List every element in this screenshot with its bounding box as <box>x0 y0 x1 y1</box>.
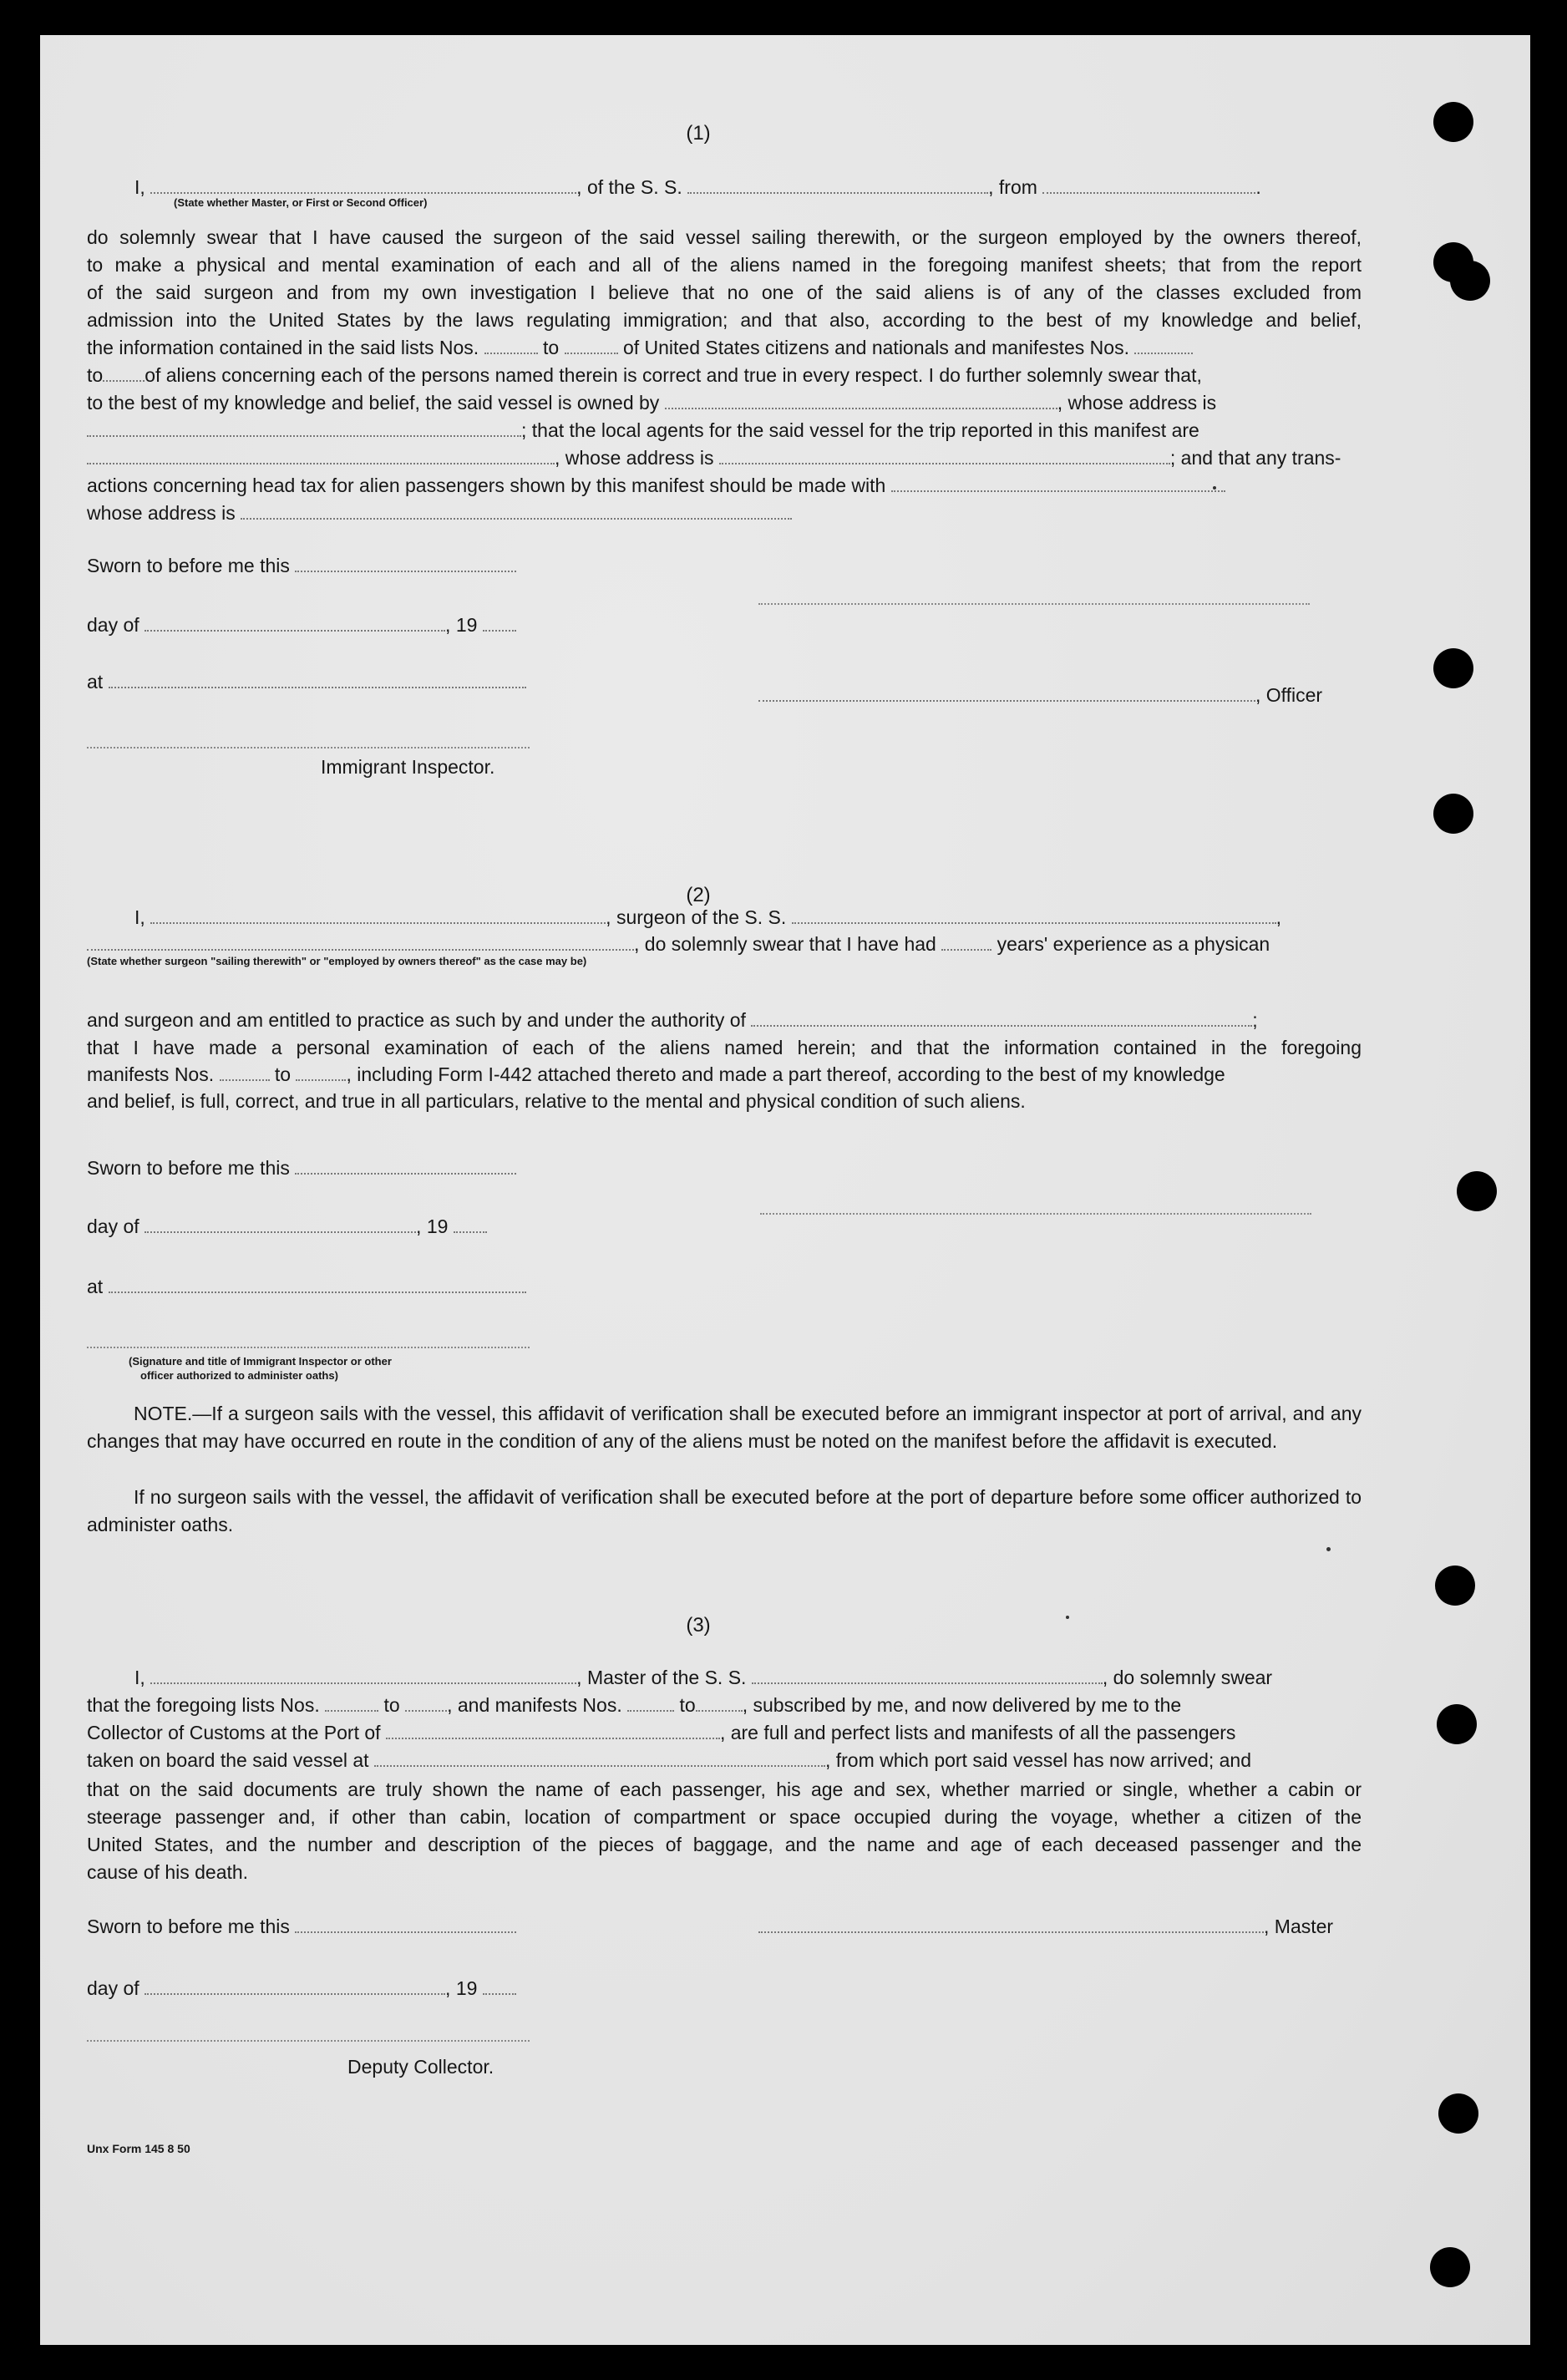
s3-lists-label: that the foregoing lists Nos. <box>87 1694 320 1716</box>
s3-taken-label: taken on board the said vessel at <box>87 1749 369 1771</box>
s3-master-sign-field[interactable] <box>758 1916 1264 1933</box>
s3-to-label-2: to <box>679 1694 696 1716</box>
s3-arrived-text: , from which port said vessel has now arrived; and <box>824 1749 1252 1771</box>
s3-departure-port-field[interactable] <box>374 1750 825 1767</box>
s1-inspector-label: Immigrant Inspector. <box>321 756 495 778</box>
s2-signature-note-2: officer authorized to administer oaths) <box>140 1369 338 1382</box>
s1-paragraph <box>87 224 1362 334</box>
s1-para-line-2: to make a physical and mental examination of each and all of the aliens named in the foregoing manifest sheets; that from the report <box>87 254 1362 276</box>
s3-vessel-field[interactable] <box>752 1667 1103 1684</box>
s3-swear-label: , do solemnly swear <box>1102 1667 1273 1688</box>
s1-sworn-field[interactable] <box>295 556 516 572</box>
s2-year-label: , 19 <box>416 1215 449 1237</box>
s3-port-label: Collector of Customs at the Port of <box>87 1722 381 1743</box>
s3-master-sign-line <box>758 1915 1333 1938</box>
s2-comma: , <box>1275 906 1282 928</box>
s1-owner-address-field[interactable] <box>87 420 521 437</box>
s1-agents-text: ; that the local agents for the said vessel for the trip reported in this manifest are <box>521 419 1199 441</box>
s1-vessel-name-field[interactable] <box>687 177 988 194</box>
s3-manifest-to-field[interactable] <box>696 1695 743 1712</box>
s1-to-label: to <box>542 337 560 358</box>
s3-lists-line <box>87 1693 1181 1717</box>
s1-period: . <box>1255 176 1261 198</box>
s2-at-field[interactable] <box>109 1276 526 1293</box>
s3-list-to-field[interactable] <box>405 1695 447 1712</box>
s1-lists-label: the information contained in the said lists Nos. <box>87 337 479 358</box>
s1-day-field[interactable] <box>145 615 445 632</box>
s2-surgeon-line <box>134 906 1281 929</box>
s3-deputy-label: Deputy Collector. <box>347 2056 494 2078</box>
s1-to-label-2: to <box>87 364 104 386</box>
s3-to-label: to <box>383 1694 400 1716</box>
s2-experience-line <box>87 932 1270 956</box>
s1-sworn-line <box>87 554 516 577</box>
s1-list-from-field[interactable] <box>484 337 538 354</box>
s2-vessel-field[interactable] <box>792 907 1276 924</box>
s3-day-of-label: day of <box>87 1977 139 1999</box>
s2-sworn-field[interactable] <box>295 1158 516 1175</box>
s2-day-of-label: day of <box>87 1215 139 1237</box>
s3-port-field[interactable] <box>386 1723 720 1739</box>
s1-whose-address-label: whose address is <box>87 502 236 524</box>
s2-manifests-line <box>87 1063 1225 1086</box>
s2-at-label: at <box>87 1276 104 1297</box>
s2-surgeon-note: (State whether surgeon "sailing therewith" or "employed by owners thereof" as the case may be) <box>87 955 587 967</box>
s2-to-label: to <box>274 1063 292 1085</box>
punch-hole <box>1438 2093 1478 2134</box>
s3-manifests-label: , and manifests Nos. <box>447 1694 622 1716</box>
s2-day-field[interactable] <box>145 1216 416 1233</box>
s1-manifests-label: of United States citizens and nationals and manifestes Nos. <box>622 337 1129 358</box>
punch-hole <box>1430 2247 1470 2287</box>
s3-subscribed-text: , subscribed by me, and now delivered by me to the <box>742 1694 1182 1716</box>
s2-note-paragraph-2: If no surgeon sails with the vessel, the affidavit of verification shall be executed before at the port of departure before some officer authorized to administer oaths. <box>87 1486 1362 1535</box>
s1-aliens-line <box>87 363 1202 387</box>
section-2-heading: (2) <box>686 884 711 906</box>
s1-of-ss-label: , of the S. S. <box>576 176 682 198</box>
s3-para-line-3: United States, and the number and description of the pieces of baggage, and the name and age of each deceased passenger and the <box>87 1834 1362 1855</box>
s3-list-from-field[interactable] <box>325 1695 378 1712</box>
s3-paragraph <box>87 1776 1362 1886</box>
s1-whose-address-line <box>87 501 792 525</box>
s1-at-field[interactable] <box>109 672 526 688</box>
s3-year-label: , 19 <box>445 1977 478 1999</box>
s2-swear-label: , do solemnly swear that I have had <box>634 933 936 955</box>
s2-surgeon-label: , surgeon of the S. S. <box>606 906 787 928</box>
s2-manifests-label: manifests Nos. <box>87 1063 215 1085</box>
s1-officer-name-field[interactable] <box>150 177 576 194</box>
s1-head-tax-line <box>87 474 1225 497</box>
s1-signature-line[interactable] <box>758 603 1310 605</box>
s3-para-line-1: that on the said documents are truly shown the name of each passenger, his age and sex, whether married or single, whether a cabin or <box>87 1779 1362 1800</box>
s2-inspector-sign-line[interactable] <box>87 1347 530 1348</box>
s3-day-field[interactable] <box>145 1978 445 1995</box>
s2-form-text: , including Form I-442 attached thereto and made a part thereof, according to the best of my knowledge <box>346 1063 1225 1085</box>
s3-i-label: I, <box>134 1667 145 1688</box>
section-3-heading: (3) <box>686 1614 711 1637</box>
s1-day-line <box>87 613 516 637</box>
s1-i-label: I, <box>134 176 145 198</box>
s1-owner-label: to the best of my knowledge and belief, the said vessel is owned by <box>87 392 660 414</box>
s2-manifest-from-field[interactable] <box>220 1064 270 1081</box>
s3-day-line <box>87 1977 516 2000</box>
s3-lists-complete-text: , are full and perfect lists and manifests of all the passengers <box>719 1722 1236 1743</box>
s1-list-to-field[interactable] <box>565 337 618 354</box>
section-1-heading: (1) <box>686 122 711 145</box>
form-number-label: Unx Form 145 8 50 <box>87 2142 190 2155</box>
punch-hole <box>1433 102 1473 142</box>
s2-examination-text <box>87 1034 1362 1062</box>
s2-years-label: years' experience as a physican <box>996 933 1270 955</box>
s3-para-line-4: cause of his death. <box>87 1861 249 1883</box>
s1-agents-line <box>87 419 1199 442</box>
s2-years-field[interactable] <box>941 934 991 951</box>
s2-examination-line: that I have made a personal examination of each of the aliens named herein; and that the information contained in the foregoing <box>87 1037 1362 1058</box>
s1-head-tax-text: actions concerning head tax for alien passengers shown by this manifest should be made with <box>87 474 886 496</box>
s1-agent-address-line <box>87 446 1341 469</box>
s1-lists-line <box>87 336 1193 359</box>
s2-authority-line <box>87 1008 1258 1032</box>
s2-manifest-to-field[interactable] <box>296 1064 346 1081</box>
s1-manifest-to-field[interactable] <box>103 365 145 382</box>
s1-sworn-label: Sworn to before me this <box>87 555 290 576</box>
s3-sworn-field[interactable] <box>295 1916 516 1933</box>
s3-year-field[interactable] <box>483 1978 516 1995</box>
s3-port-line <box>87 1721 1235 1744</box>
s1-agent-address-field[interactable] <box>719 448 1170 464</box>
s1-officer-note: (State whether Master, or First or Second Officer) <box>174 196 428 209</box>
s3-taken-line <box>87 1748 1251 1772</box>
s1-at-label: at <box>87 671 104 693</box>
s3-para-line-2: steerage passenger and, if other than cabin, location of compartment or space occupied during the voyage, whether a citizen of the <box>87 1806 1362 1828</box>
s2-at-line <box>87 1275 526 1298</box>
s2-day-line <box>87 1215 487 1238</box>
s3-sworn-label: Sworn to before me this <box>87 1916 290 1937</box>
s1-agents-field[interactable] <box>87 448 555 464</box>
ink-speck <box>1066 1616 1069 1619</box>
punch-hole <box>1435 1566 1475 1606</box>
s3-manifest-from-field[interactable] <box>627 1695 674 1712</box>
s1-officer-sign-field[interactable] <box>758 685 1255 702</box>
s2-authority-text: and surgeon and am entitled to practice as such by and under the authority of <box>87 1009 746 1031</box>
s1-officer-label: , Officer <box>1255 684 1323 706</box>
s1-day-of-label: day of <box>87 614 139 636</box>
s1-year-field[interactable] <box>483 615 516 632</box>
ink-speck <box>1213 486 1216 490</box>
s1-inspector-sign-line[interactable] <box>87 747 530 749</box>
s2-surgeon-name-field[interactable] <box>150 907 606 924</box>
s1-owner-field[interactable] <box>665 393 1057 409</box>
s2-semicolon: ; <box>1252 1009 1258 1031</box>
s2-note-paragraph: NOTE.—If a surgeon sails with the vessel, this affidavit of verification shall be executed before an immigrant inspector at port of arrival, and any changes that may have occurred en route in the condition of any of the aliens must be noted on the manifest before the affidavit is executed. <box>87 1403 1362 1452</box>
punch-hole <box>1433 794 1473 834</box>
s2-sworn-line <box>87 1156 516 1180</box>
s3-master-label: , Master <box>1264 1916 1334 1937</box>
s2-signature-note-1: (Signature and title of Immigrant Inspector or other <box>129 1355 392 1368</box>
s2-belief-line: and belief, is full, correct, and true in all particulars, relative to the mental and physical condition of such aliens. <box>87 1090 1026 1112</box>
punch-hole <box>1433 648 1473 688</box>
s2-sworn-label: Sworn to before me this <box>87 1157 290 1179</box>
s1-aliens-text: of aliens concerning each of the persons named therein is correct and true in every respect. I do further solemnly swear that, <box>145 364 1202 386</box>
s1-agent-address-label: , whose address is <box>555 447 714 469</box>
punch-hole <box>1457 1171 1497 1211</box>
s3-master-name-field[interactable] <box>150 1667 576 1684</box>
s1-manifest-from-field[interactable] <box>1134 337 1193 354</box>
s1-declarant-line <box>134 175 1261 199</box>
s3-master-line <box>134 1666 1272 1689</box>
ink-speck <box>1326 1547 1331 1551</box>
s1-officer-line <box>758 683 1322 707</box>
manifest-form-page <box>40 35 1530 2345</box>
punch-hole <box>1437 1704 1477 1744</box>
s1-head-tax-field[interactable] <box>891 475 1225 492</box>
s1-owner-line <box>87 391 1216 414</box>
s1-para-line-4: admission into the United States by the laws regulating immigration; and that also, according to the best of my knowledge and belief, <box>87 309 1362 331</box>
s1-year-label: , 19 <box>445 614 478 636</box>
s3-sworn-line <box>87 1915 516 1938</box>
s1-para-line-1: do solemnly swear that I have caused the surgeon of the said vessel sailing therewith, or the surgeon employed by the owners thereof, <box>87 226 1362 248</box>
s2-signature-line[interactable] <box>760 1213 1311 1215</box>
s1-from-port-field[interactable] <box>1042 177 1255 194</box>
s1-owner-address-label: , whose address is <box>1057 392 1217 414</box>
s2-i-label: I, <box>134 906 145 928</box>
s3-master-of-label: , Master of the S. S. <box>576 1667 747 1688</box>
s2-authority-field[interactable] <box>751 1010 1252 1027</box>
s1-at-line <box>87 670 526 693</box>
s1-whose-address-field[interactable] <box>241 503 792 520</box>
s3-deputy-sign-line[interactable] <box>87 2040 530 2042</box>
s1-para-line-3: of the said surgeon and from my own investigation I believe that no one of the said aliens is of any of the classes excluded from <box>87 282 1362 303</box>
s1-transactions-text: ; and that any trans- <box>1169 447 1341 469</box>
s1-from-label: , from <box>988 176 1037 198</box>
punch-hole <box>1450 261 1490 301</box>
s2-surgeon-type-field[interactable] <box>87 934 634 951</box>
s2-year-field[interactable] <box>454 1216 487 1233</box>
